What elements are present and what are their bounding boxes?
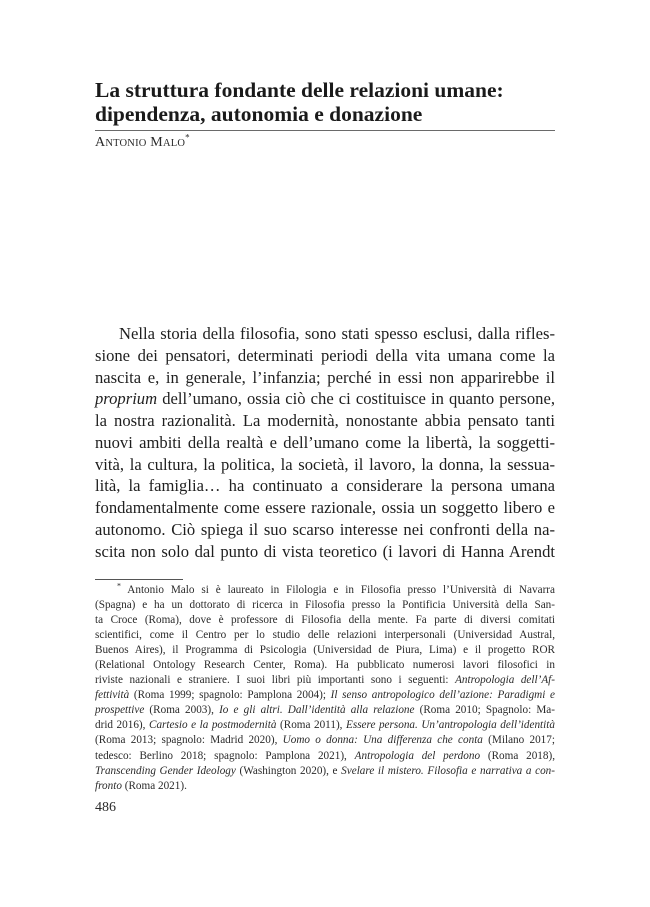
book-title: Uomo o donna: Una differenza che conta [282, 734, 483, 747]
book-title: Cartesio e la postmodernità [149, 719, 277, 732]
body-line-text: dell’umano, ossia ciò che ci costituisce in quanto persone, [157, 389, 555, 409]
footnote-line: scientifici, come il Centro per lo studio delle relazioni interpersonali (Universidad Austral, [95, 629, 555, 642]
book-title: fronto [95, 779, 122, 792]
footnote-line [95, 779, 555, 794]
body-line: scita non solo dal punto di vista teoretico (i lavori di Hanna Arendt [95, 541, 555, 561]
footnote-line [95, 703, 555, 718]
footnote-text: (Washington 2020), e [235, 764, 342, 777]
footnote-text: (Roma 2021). [121, 779, 187, 792]
footnote-text: (Roma 2013; spagnolo: Madrid 2020), [95, 734, 283, 747]
page-number: 486 [95, 800, 116, 815]
author-name [95, 132, 190, 152]
footnote-text: (Roma 2011), [276, 719, 347, 732]
author-last-rest: ALO [162, 138, 186, 149]
body-line: autonomo. Ciò spiega il suo scarso interesse nei confronti della na- [95, 519, 555, 539]
body-paragraph [95, 323, 555, 562]
body-line: fondamentalmente come essere razionale, ossia un soggetto libero e [95, 498, 555, 517]
footnote-divider [95, 579, 183, 580]
footnote-line [95, 733, 555, 748]
footnote-text: riviste nazionali e straniere. I suoi libri più importanti sono i seguenti: [95, 674, 456, 687]
footnote-line: (Spagna) e ha un dottorato di ricerca in Filosofia presso la Pontificia Università della San- [95, 599, 555, 612]
article-title-line-1: La struttura fondante delle relazioni umane: [95, 78, 504, 102]
footnote-line [95, 749, 555, 764]
body-line [95, 388, 555, 410]
footnote-line [95, 764, 555, 779]
footnote-text: (Roma 2003), [144, 704, 220, 717]
body-line: nascita e, in generale, l’infanzia; perché in essi non apparirebbe il [95, 367, 555, 387]
footnote-line [95, 688, 555, 703]
title-divider [95, 130, 555, 131]
footnote-line [95, 583, 555, 598]
footnote-text: (Roma 2010; Spagnolo: Ma- [414, 704, 555, 717]
author-first-initial: A [95, 135, 106, 150]
footnote-text: Antonio Malo si è laureato in Filologia e in Filosofia presso l’Università di Navarra [121, 584, 555, 596]
body-line: vità, la cultura, la politica, la società, il lavoro, la donna, la sessua- [95, 454, 555, 474]
footnote-line: Buenos Aires), il Programma di Psicologia (Universidad de Piura, Lima) e il progetto ROR [95, 644, 555, 657]
footnote-text: (Milano 2017; [482, 734, 555, 747]
footnote-line: ta Croce (Roma), dove è professore di Filosofia della mente. Fa parte di diversi comitati [95, 614, 555, 627]
body-italic-term: proprium [95, 389, 158, 409]
body-line: la nostra razionalità. La modernità, nonostante abbia pensato tanti [95, 411, 555, 430]
footnote-text: tedesco: Berlino 2018; spagnolo: Pamplona 2021), [95, 749, 355, 762]
footnote-text: (Roma 1999; spagnolo: Pamplona 2004); [129, 689, 331, 702]
footnote-line [95, 673, 555, 688]
author-footnote-marker: * [185, 132, 190, 143]
footnote-line: (Relational Ontology Research Center, Roma). Ha pubblicato numerosi lavori filosofici in [95, 659, 555, 672]
book-title: Io e gli altri. Dall’identità alla relazione [219, 704, 415, 717]
author-last-initial: M [150, 135, 163, 150]
article-title [95, 78, 565, 126]
footnote-line [95, 718, 555, 733]
author-first-rest: NTONIO [105, 138, 147, 149]
book-title: Antropologia del perdono [354, 749, 481, 762]
article-title-line-2: dipendenza, autonomia e donazione [95, 102, 423, 126]
book-title: Il senso antropologico dell’azione: Paradigmi e [330, 689, 556, 702]
book-title: Svelare il mistero. Filosofia e narrativa a con- [341, 764, 555, 777]
book-title: Essere persona. Un’antropologia dell’identità [346, 719, 555, 732]
footnote [95, 583, 555, 794]
body-line: lità, la famiglia… ha continuato a considerare la persona umana [95, 476, 555, 496]
body-line: nuovi ambiti della realtà e dell’umano come la libertà, la soggetti- [95, 432, 555, 452]
footnote-text: drid 2016), [95, 719, 149, 732]
footnote-text: (Roma 2018), [480, 749, 556, 762]
book-title: Antropologia dell’Af- [455, 674, 556, 687]
footnote-marker: * [117, 581, 121, 591]
book-title: prospettive [95, 704, 145, 717]
book-title: Transcending Gender Ideology [95, 764, 236, 777]
body-line: sione dei pensatori, determinati periodi della vita umana come la [95, 345, 555, 365]
book-title: fettività [95, 689, 130, 702]
body-line: Nella storia della filosofia, sono stati spesso esclusi, dalla rifles- [119, 324, 555, 343]
